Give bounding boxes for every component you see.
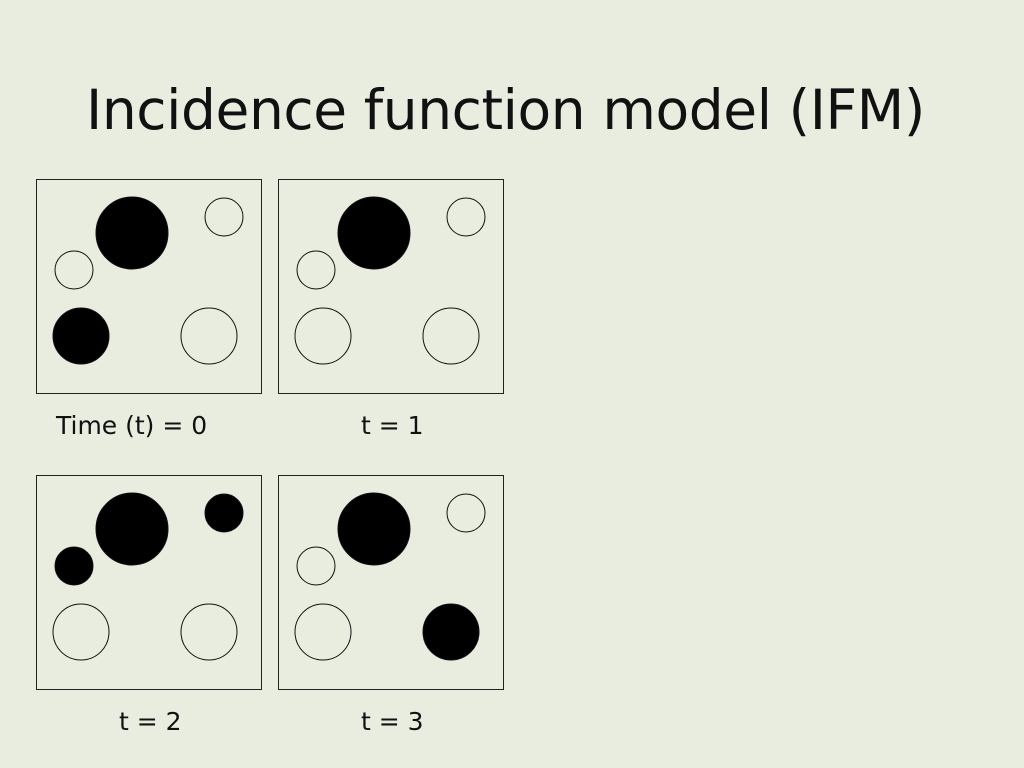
patch-bottom-left-empty: [295, 308, 351, 364]
patch-small-left-occupied: [55, 547, 93, 585]
patch-small-left-empty: [55, 251, 93, 289]
patch-large-top-occupied: [338, 493, 410, 565]
patch-small-top-right-empty: [447, 494, 485, 532]
patch-small-top-right-empty: [447, 198, 485, 236]
caption-t1: t = 1: [361, 411, 424, 440]
patch-map-t0: [36, 179, 262, 394]
patch-map-t2: [36, 475, 262, 690]
caption-t3: t = 3: [361, 707, 424, 736]
patch-small-left-empty: [297, 547, 335, 585]
patch-bottom-right-occupied: [423, 604, 479, 660]
patch-large-top-occupied: [338, 197, 410, 269]
patch-bottom-right-empty: [181, 604, 237, 660]
patch-large-top-occupied: [96, 493, 168, 565]
patch-map-t1: [278, 179, 504, 394]
patch-bottom-left-occupied: [53, 308, 109, 364]
patch-small-top-right-empty: [205, 198, 243, 236]
panel-t3: [278, 475, 504, 690]
caption-t2: t = 2: [119, 707, 182, 736]
patch-small-top-right-occupied: [205, 494, 243, 532]
patch-bottom-left-empty: [295, 604, 351, 660]
patch-large-top-occupied: [96, 197, 168, 269]
patch-bottom-right-empty: [181, 308, 237, 364]
patch-small-left-empty: [297, 251, 335, 289]
panel-t1: [278, 179, 504, 394]
panel-t0: [36, 179, 262, 394]
caption-t0: Time (t) = 0: [56, 411, 208, 440]
patch-bottom-left-empty: [53, 604, 109, 660]
patch-map-t3: [278, 475, 504, 690]
panel-t2: [36, 475, 262, 690]
slide-title: Incidence function model (IFM): [86, 78, 925, 142]
patch-bottom-right-empty: [423, 308, 479, 364]
